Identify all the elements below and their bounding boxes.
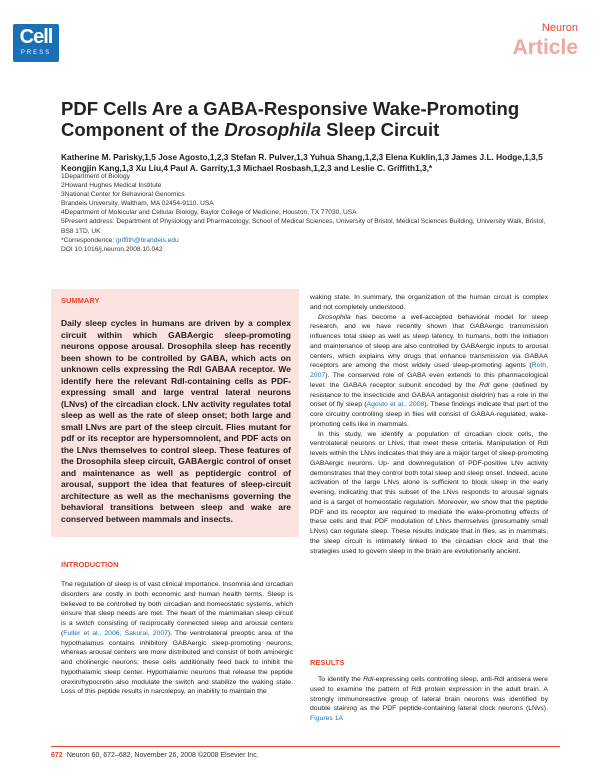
right-p1-italic-2: Rdl: [479, 381, 490, 389]
affiliation-line: 2Howard Hughes Medical Institute: [61, 182, 162, 190]
summary-text: Daily sleep cycles in humans are driven by a complex circuit within which GABAergic sleep-promoting neurons oppose arousal. Drosophila sleep has recently been shown to be controlled by GABA, which acts on unknown cells expressing the Rdl GABAA receptor. We identify here the relevant Rdl-containing cells as PDF-expressing small and large ventral lateral neurons (LNvs) of the circadian clock. LNv activity regulates total sleep as well as the rate of sleep onset; both large and small LNvs are part of the sleep circuit. Flies mutant for pdf or its receptor are hypersomnolent, and PDF acts on the LNvs themselves to control sleep. These features of the Drosophila sleep circuit, GABAergic control of onset and maintenance as well as peptidergic control of arousal, support the idea that features of sleep-circuit architecture as well as the mechanisms governing the behavioral transitions between sleep and wake are conserved between mammals and insects.: [61, 318, 291, 524]
intro-citation-link[interactable]: Fuller et al., 2006; Sakurai, 2007: [63, 629, 168, 637]
correspondence: [61, 236, 561, 245]
page-number: 672: [51, 752, 63, 759]
title-italic: Drosophila: [224, 119, 322, 140]
right-column-text: [310, 293, 548, 556]
affiliation-line: 4Department of Molecular and Cellular Biology, Baylor College of Medicine, Houston, TX 77030, USA: [61, 209, 357, 217]
journal-name: Neuron: [541, 22, 578, 34]
right-p0: waking state. In summary, the organization of the human circuit is complex and not completely understood.: [310, 294, 548, 311]
affiliations: [61, 172, 561, 254]
article-type-label: Article: [512, 36, 578, 59]
figure-link[interactable]: Figures 1A: [310, 715, 344, 722]
summary-heading: SUMMARY: [61, 296, 100, 305]
right-p1-italic: Drosophila: [318, 313, 351, 321]
introduction-heading: INTRODUCTION: [61, 560, 119, 569]
results-italic: Rdl: [363, 676, 374, 683]
intro-text-a: The regulation of sleep is of vast clinical importance. Insomnia and circadian disorders are costly in both economic and human health terms. Sleep is believed to be controlled by both circadian and homeostatic systems, which ensure that sleep needs are met. The heart of the mammalian sleep circuit is a switch consisting of reciprocally connected sleep and arousal centers (: [61, 581, 293, 637]
right-p1-b: ). The conserved role of GABA even extends to this pharmacological level: the GABAA receptor subunit encoded by the: [310, 372, 548, 389]
article-title: [61, 98, 561, 140]
logo-sub-text: PRESS: [20, 50, 52, 56]
affiliation-line: BS8 1TD, UK: [61, 227, 101, 235]
results-text: [310, 675, 548, 724]
results-text-b: -expressing cells controlling sleep, anti-Rdl antisera were used to examine the pattern of Rdl protein expression in the adult brain. A strongly immunoreactive group of lateral brain neurons was identified by double staining as the PDF peptide-containing lateral clock neurons (LNvs).: [310, 676, 548, 713]
correspondence-email-link[interactable]: griffith@brandeis.edu: [115, 236, 179, 244]
right-citation-link[interactable]: Roth, 2007: [310, 362, 548, 379]
affiliation-line: 3National Center for Behavioral Genomics: [61, 191, 185, 199]
cell-press-logo: [13, 24, 59, 62]
right-citation-link[interactable]: Agosto et al., 2008: [366, 401, 425, 409]
right-p1-d: ). These findings indicate that part of the core circuitry controlling sleep in flies will consist of GABAA-regulated, wake-promoting cells like in mammals.: [310, 401, 548, 428]
results-text-a: To identify the: [318, 676, 364, 683]
intro-text-b: ). The ventrolateral preoptic area of the hypothalamus contains inhibitory GABAergic sleep-promoting neurons, whereas arousal centers are more distributed and consist of both aminergic and cholinergic neurons; these cells additionally feed back to inhibit the hypothalamic sleep center. Hypothalamic neurons that release the peptide orexin/hypocretin also modulate the switch and stabilize the waking state. Loss of this peptide results in narcolepsy, an inability to maintain the: [61, 629, 294, 696]
author-list: Katherine M. Parisky,1,5 Jose Agosto,1,2,3 Stefan R. Pulver,1,3 Yuhua Shang,1,2,3 Elena Kuklin,1,3 James J.L. Hodge,1,3,5 Keongjin Kang,1,3 Xu Liu,4 Paul A. Garrity,1,3 Michael Rosbash,1,2,3 and Leslie C. Griffith1,3,*: [61, 152, 543, 173]
footer-citation: Neuron 60, 672–682, November 26, 2008 ©2008 Elsevier Inc.: [66, 752, 259, 759]
introduction-text: [61, 580, 293, 697]
results-heading: RESULTS: [310, 658, 345, 667]
correspondence-label: *Correspondence:: [61, 236, 116, 244]
footer-rule: [51, 746, 560, 747]
title-part-1: PDF Cells Are a GABA-Responsive Wake-Promoting: [61, 98, 520, 119]
doi[interactable]: DOI 10.1016/j.neuron.2008.10.042: [61, 245, 163, 253]
title-part-3: Sleep Circuit: [321, 119, 440, 140]
affiliation-line: 5Present address: Department of Physiology and Pharmacology, School of Medical Sciences, University of Bristol, Medical Sciences Building, University Walk, Bristol,: [61, 218, 546, 226]
right-p1-a: has become a well-accepted behavioral model for sleep research, and we have recently shown that GABAergic transmission influences total sleep as well as sleep latency. In humans, both the initiation and maintenance of sleep are also controlled by GABAergic inputs to arousal centers, which explains why drugs that enhance transmission via GABAA receptors are among the most widely used sleep-promoting agents (: [310, 313, 548, 370]
right-p1-c: gene (defined by resistance to the insecticide and GABAA antagonist dieldrin) has a role in the onset of fly sleep (: [310, 381, 548, 409]
title-part-2: Component of the: [61, 119, 225, 140]
footer: [51, 752, 259, 759]
affiliation-line: 1Department of Biology: [61, 173, 130, 180]
logo-main-text: Cell: [19, 26, 53, 48]
affiliation-line: Brandeis University, Waltham, MA 02454-9110, USA: [61, 200, 214, 208]
right-p2: In this study, we identify a population of circadian clock cells, the ventrolateral neurons or LNvs, that meet these criteria. Manipulation of Rdl levels within the LNvs indicates that they are a major target of sleep-promoting GABAergic neurons. Up- and downregulation of PDF-positive LNv activity demonstrates that they control both total sleep and sleep onset. Indeed, acute activation of the large LNvs alone is sufficient to block sleep in the early evening, indicating that this subset of the LNvs responds to arousal signals and is a target of homeostatic regulation. Moreover, we show that the peptide PDF and its receptor are required to mediate the wake-promoting effects of these cells and that PDF modulation of LNvs themselves (presumably small LNvs) can regulate sleep. These results indicate that in flies, as in mammals, the sleep circuit is intimately linked to the circadian clock and that the strategies used to govern sleep in the brain are evolutionarily ancient.: [310, 430, 548, 555]
